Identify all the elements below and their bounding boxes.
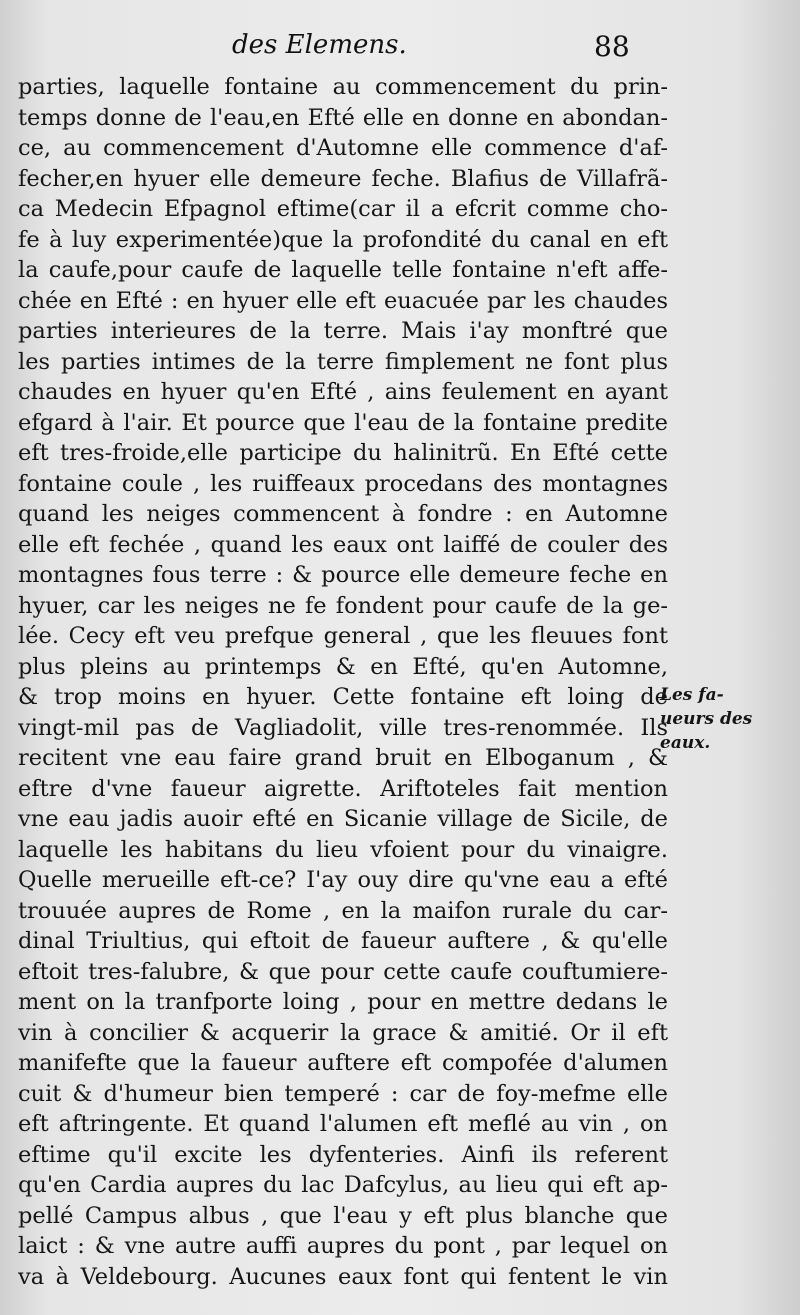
text-line: laquelle les habitans du lieu vfoient pour du vinaigre. xyxy=(18,836,668,863)
text-line: Quelle merueille eft-ce? I'ay ouy dire qu'vne eau a efté xyxy=(18,867,668,893)
text-line: cuit & d'humeur bien temperé : car de foy-mefme elle xyxy=(18,1080,668,1107)
text-line: trouuée aupres de Rome , en la maifon rurale du car- xyxy=(18,897,668,924)
text-line: laict : & vne autre auffi aupres du pont , par lequel on xyxy=(18,1233,668,1259)
text-line: dinal Triultius, qui eftoit de faueur auftere , & qu'elle xyxy=(18,928,668,954)
text-line: vin à concilier & acquerir la grace & amitié. Or il eft xyxy=(18,1019,668,1046)
margin-note-line: eaux. xyxy=(660,733,711,753)
text-line: elle eft fechée , quand les eaux ont laiffé de couler des xyxy=(18,531,668,558)
text-line: fecher,en hyuer elle demeure feche. Blafius de Villafrã- xyxy=(18,165,668,192)
text-line: chaudes en hyuer qu'en Efté , ains feulement en ayant xyxy=(18,379,668,405)
text-line: montagnes fous terre : & pource elle demeure feche en xyxy=(18,562,668,588)
text-line: qu'en Cardia aupres du lac Dafcylus, au lieu qui eft ap- xyxy=(18,1172,668,1198)
text-line: fontaine coule , les ruiffeaux procedans des montagnes xyxy=(18,470,668,497)
page-number: 88 xyxy=(594,30,630,63)
text-line: eft aftringente. Et quand l'alumen eft meflé au vin , on xyxy=(18,1111,668,1137)
text-line: efgard à l'air. Et pource que l'eau de la fontaine predite xyxy=(18,409,668,436)
body-text xyxy=(18,72,668,1292)
text-line: parties, laquelle fontaine au commencement du prin- xyxy=(18,74,668,100)
text-line: ca Medecin Efpagnol eftime(car il a efcrit comme cho- xyxy=(18,196,668,222)
text-line: hyuer, car les neiges ne fe fondent pour caufe de la ge- xyxy=(18,592,668,619)
margin-note xyxy=(660,683,790,755)
text-line: & trop moins en hyuer. Cette fontaine eft loing de xyxy=(18,684,668,710)
text-line: parties interieures de la terre. Mais i'ay monftré que xyxy=(18,318,668,344)
text-line: fe à luy experimentée)que la profondité du canal en eft xyxy=(18,226,668,253)
margin-note-line: Les fa- xyxy=(660,685,724,705)
text-line: la caufe,pour caufe de laquelle telle fontaine n'eft affe- xyxy=(18,257,668,283)
text-line: ce, au commencement d'Automne elle commence d'af- xyxy=(18,135,668,161)
text-line: les parties intimes de la terre fimplement ne font plus xyxy=(18,348,668,375)
text-line: vingt-mil pas de Vagliadolit, ville tres-renommée. Ils xyxy=(18,714,668,741)
text-line: lée. Cecy eft veu prefque general , que les fleuues font xyxy=(18,623,668,649)
text-line: recitent vne eau faire grand bruit en Elboganum , & xyxy=(18,745,668,771)
text-line: vne eau jadis auoir efté en Sicanie village de Sicile, de xyxy=(18,806,668,832)
running-title: des Elemens. xyxy=(232,30,407,60)
page-header xyxy=(0,30,800,70)
text-line: va à Veldebourg. Aucunes eaux font qui fentent le vin xyxy=(18,1263,668,1290)
text-line: pellé Campus albus , que l'eau y eft plus blanche que xyxy=(18,1202,668,1229)
text-line: eftime qu'il excite les dyfenteries. Ainfi ils referent xyxy=(18,1141,668,1168)
text-line: plus pleins au printemps & en Efté, qu'en Automne, xyxy=(18,653,668,680)
text-line: manifefte que la faueur auftere eft compofée d'alumen xyxy=(18,1050,668,1076)
text-line: temps donne de l'eau,en Efté elle en donne en abondan- xyxy=(18,104,668,131)
text-line: eftre d'vne faueur aigrette. Ariftoteles fait mention xyxy=(18,775,668,802)
text-line: quand les neiges commencent à fondre : en Automne xyxy=(18,501,668,527)
text-line: eft tres-froide,elle participe du halinitrũ. En Efté cette xyxy=(18,440,668,466)
text-line: eftoit tres-falubre, & que pour cette caufe couftumiere- xyxy=(18,958,668,985)
margin-note-line: ueurs des xyxy=(660,709,753,729)
text-line: chée en Efté : en hyuer elle eft euacuée par les chaudes xyxy=(18,287,668,314)
text-line: ment on la tranfporte loing , pour en mettre dedans le xyxy=(18,989,668,1015)
